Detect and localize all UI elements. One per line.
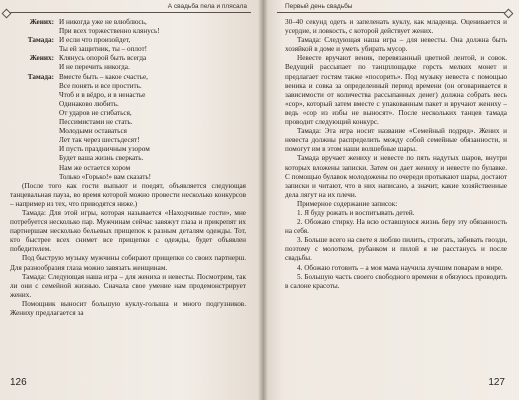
list-item: 3. Больше всего на свете я люблю пилить, строгать, забивать гвозди, поэтому с молотком, рубанком и пилой я не расстанусь и после свадьбы. (285, 236, 507, 263)
speaker: Тамада: (27, 72, 54, 81)
paragraph: Помощник выносит большую куклу-голыша и много подгузников. Жениху предлагается за (10, 299, 246, 317)
header-rule-left (6, 12, 251, 13)
speaker (10, 100, 59, 109)
running-head-left: А свадьба пела и плясала (167, 3, 247, 10)
dialogue-line (10, 73, 246, 82)
verse: Будет ваша жизнь сверкать. (59, 154, 144, 163)
paragraph: Под быструю музыку мужчины собирают прищепки со своих партнерш. Для разнообразия глаза можно завязать женщинам. (10, 254, 246, 272)
speaker (10, 27, 59, 36)
dialogue-line (10, 173, 246, 182)
dialogue-line (10, 45, 246, 54)
dialogue-line (10, 27, 246, 36)
paragraph: Тамада: Для этой игры, которая называется «Находчивые гости», мне потребуется несколько пар. Мужчинам сейчас завяжут глаза и прикрепят их партнершам несколько бельевых прищепок к разным деталям одежды. Тот, кто быстрее всех снимет все прищепки с одежды, будет объявлен победителем. (10, 208, 246, 254)
dialogue-line (10, 136, 246, 145)
speaker: Жених: (29, 54, 54, 63)
speaker (10, 91, 59, 100)
dialogue-line (10, 145, 246, 154)
speaker (10, 145, 59, 154)
speaker (10, 173, 59, 182)
paragraph: Примерное содержание записок: (297, 199, 398, 208)
dialogue-line (10, 63, 246, 72)
paragraph: (После того как гости выпьют и поедят, объявляется следующая танцевальная пауза, во время которой можно провести несколько конкурсов – например из тех, что приводятся ниже.) (10, 181, 246, 208)
list-item: 5. Большую часть своего свободного времени я обязуюсь проводить в салоне красоты. (285, 272, 507, 290)
verse: При всех торжественно клянусь! (59, 27, 160, 36)
list-item: 2. Обожаю стирку. На всю оставшуюся жизнь беру эту обязанность на себя. (285, 218, 507, 236)
speaker (10, 136, 59, 145)
verse: И пусть праздничным узором (59, 145, 150, 154)
paragraph: 30–40 секунд одеть и запеленать куклу, как младенца. Оценивается и усердие, и ловкость, с которой действует жених. (285, 18, 507, 36)
verse: Нам же остается хором (59, 163, 131, 172)
verse: Только «Горько!» вам сказать! (59, 172, 152, 181)
paragraph: Тамада: Следующая наша игра – для невесты. Она должна быть хозяйкой в доме и уметь убирать мусор. (285, 36, 507, 54)
speaker (10, 109, 59, 118)
speaker (10, 82, 59, 91)
speaker (10, 127, 59, 136)
dialogue-line (10, 127, 246, 136)
dialogue-line (10, 18, 246, 27)
speaker: Жених: (29, 18, 54, 26)
verse: Клянусь опорой быть всегда (59, 54, 147, 63)
left-text-block (10, 18, 246, 318)
dialogue-line (10, 36, 246, 45)
verse: Пессимистами не стать. (59, 118, 133, 127)
page-number-left: 126 (10, 377, 27, 388)
verse: Ты ей защитник, ты – оплот! (59, 45, 148, 54)
dialogue-line (10, 54, 246, 63)
paragraph: Тамада: Следующая наша игра – для жениха и невесты. Посмотрим, так ли они с семейной жизнью. Сначала свое умение нам продемонстрирует жених. (10, 272, 246, 299)
dialogue-line (10, 91, 246, 100)
speaker (10, 118, 59, 127)
verse: Чтоб и в вёдро, и в ненастье (59, 90, 146, 99)
paragraph: Невесте вручают веник, перевязанный цветной лентой, и совок. Ведущий рассыпает по танцплощадке горсть мелких монет и предлагает гостям также «посорить». Под музыку невеста с помощью веника и совка за определенный период времени (он оговаривается в зависимости от количества рассыпанных денег) должна собрать весь «сор», который затем вместе с упакованным пакет и вручают жениху – ведь «сор из избы не выносят». После нескольких танцев тамада проводит следующий конкурс. (285, 54, 507, 127)
dialogue-line (10, 82, 246, 91)
speaker (10, 154, 59, 163)
paragraph: Тамада: Эта игра носит название «Семейный подряд». Жених и невеста должны распределить между собой семейные обязанности, и помогут им в этом наши волшебные шары. (285, 127, 507, 154)
speaker (10, 63, 59, 72)
list-item: 4. Обожаю готовить – а моя мама научила лучшим поварам в мире. (297, 263, 503, 272)
right-text-block (285, 18, 507, 291)
speaker (10, 164, 59, 173)
dialogue-line (10, 100, 246, 109)
book-gutter (258, 0, 268, 400)
speaker (10, 45, 59, 54)
verse: И если что произойдет, (59, 36, 131, 45)
speaker: Тамада: (27, 36, 54, 45)
verse: От ударов не сгибаться, (59, 108, 132, 117)
verse: Одинаково любить. (59, 99, 119, 108)
verse: Молодыми оставаться (59, 127, 127, 136)
verse: Лет так через шестьдесят! (59, 136, 140, 145)
verse: И никогда уже не влюблюсь, (59, 18, 147, 26)
dialogue-line (10, 109, 246, 118)
dialogue-line (10, 164, 246, 173)
dialogue-line (10, 118, 246, 127)
header-rule-right (277, 12, 509, 13)
verse: Все понять и все простить. (59, 81, 142, 90)
running-head-right: Первый день свадьбы (285, 3, 353, 10)
verse: Вместе быть – какое счастье, (59, 72, 148, 81)
list-item: 1. Я буду рожать и воспитывать детей. (297, 208, 415, 217)
paragraph: Тамада вручает жениху и невесте по пять надутых шаров, внутри которых вложены записки. Затем он дает жениху и невесте по булавке. С помощью булавок молодожены по очереди протыкают шары, достают записки и читают, что в них написано, а значит, какие хозяйственные дела лягут на их плечи. (285, 154, 507, 199)
dialogue-line (10, 154, 246, 163)
page-number-right: 127 (488, 377, 505, 388)
right-page (263, 0, 519, 400)
verse: И не перечить никогда. (59, 63, 130, 72)
